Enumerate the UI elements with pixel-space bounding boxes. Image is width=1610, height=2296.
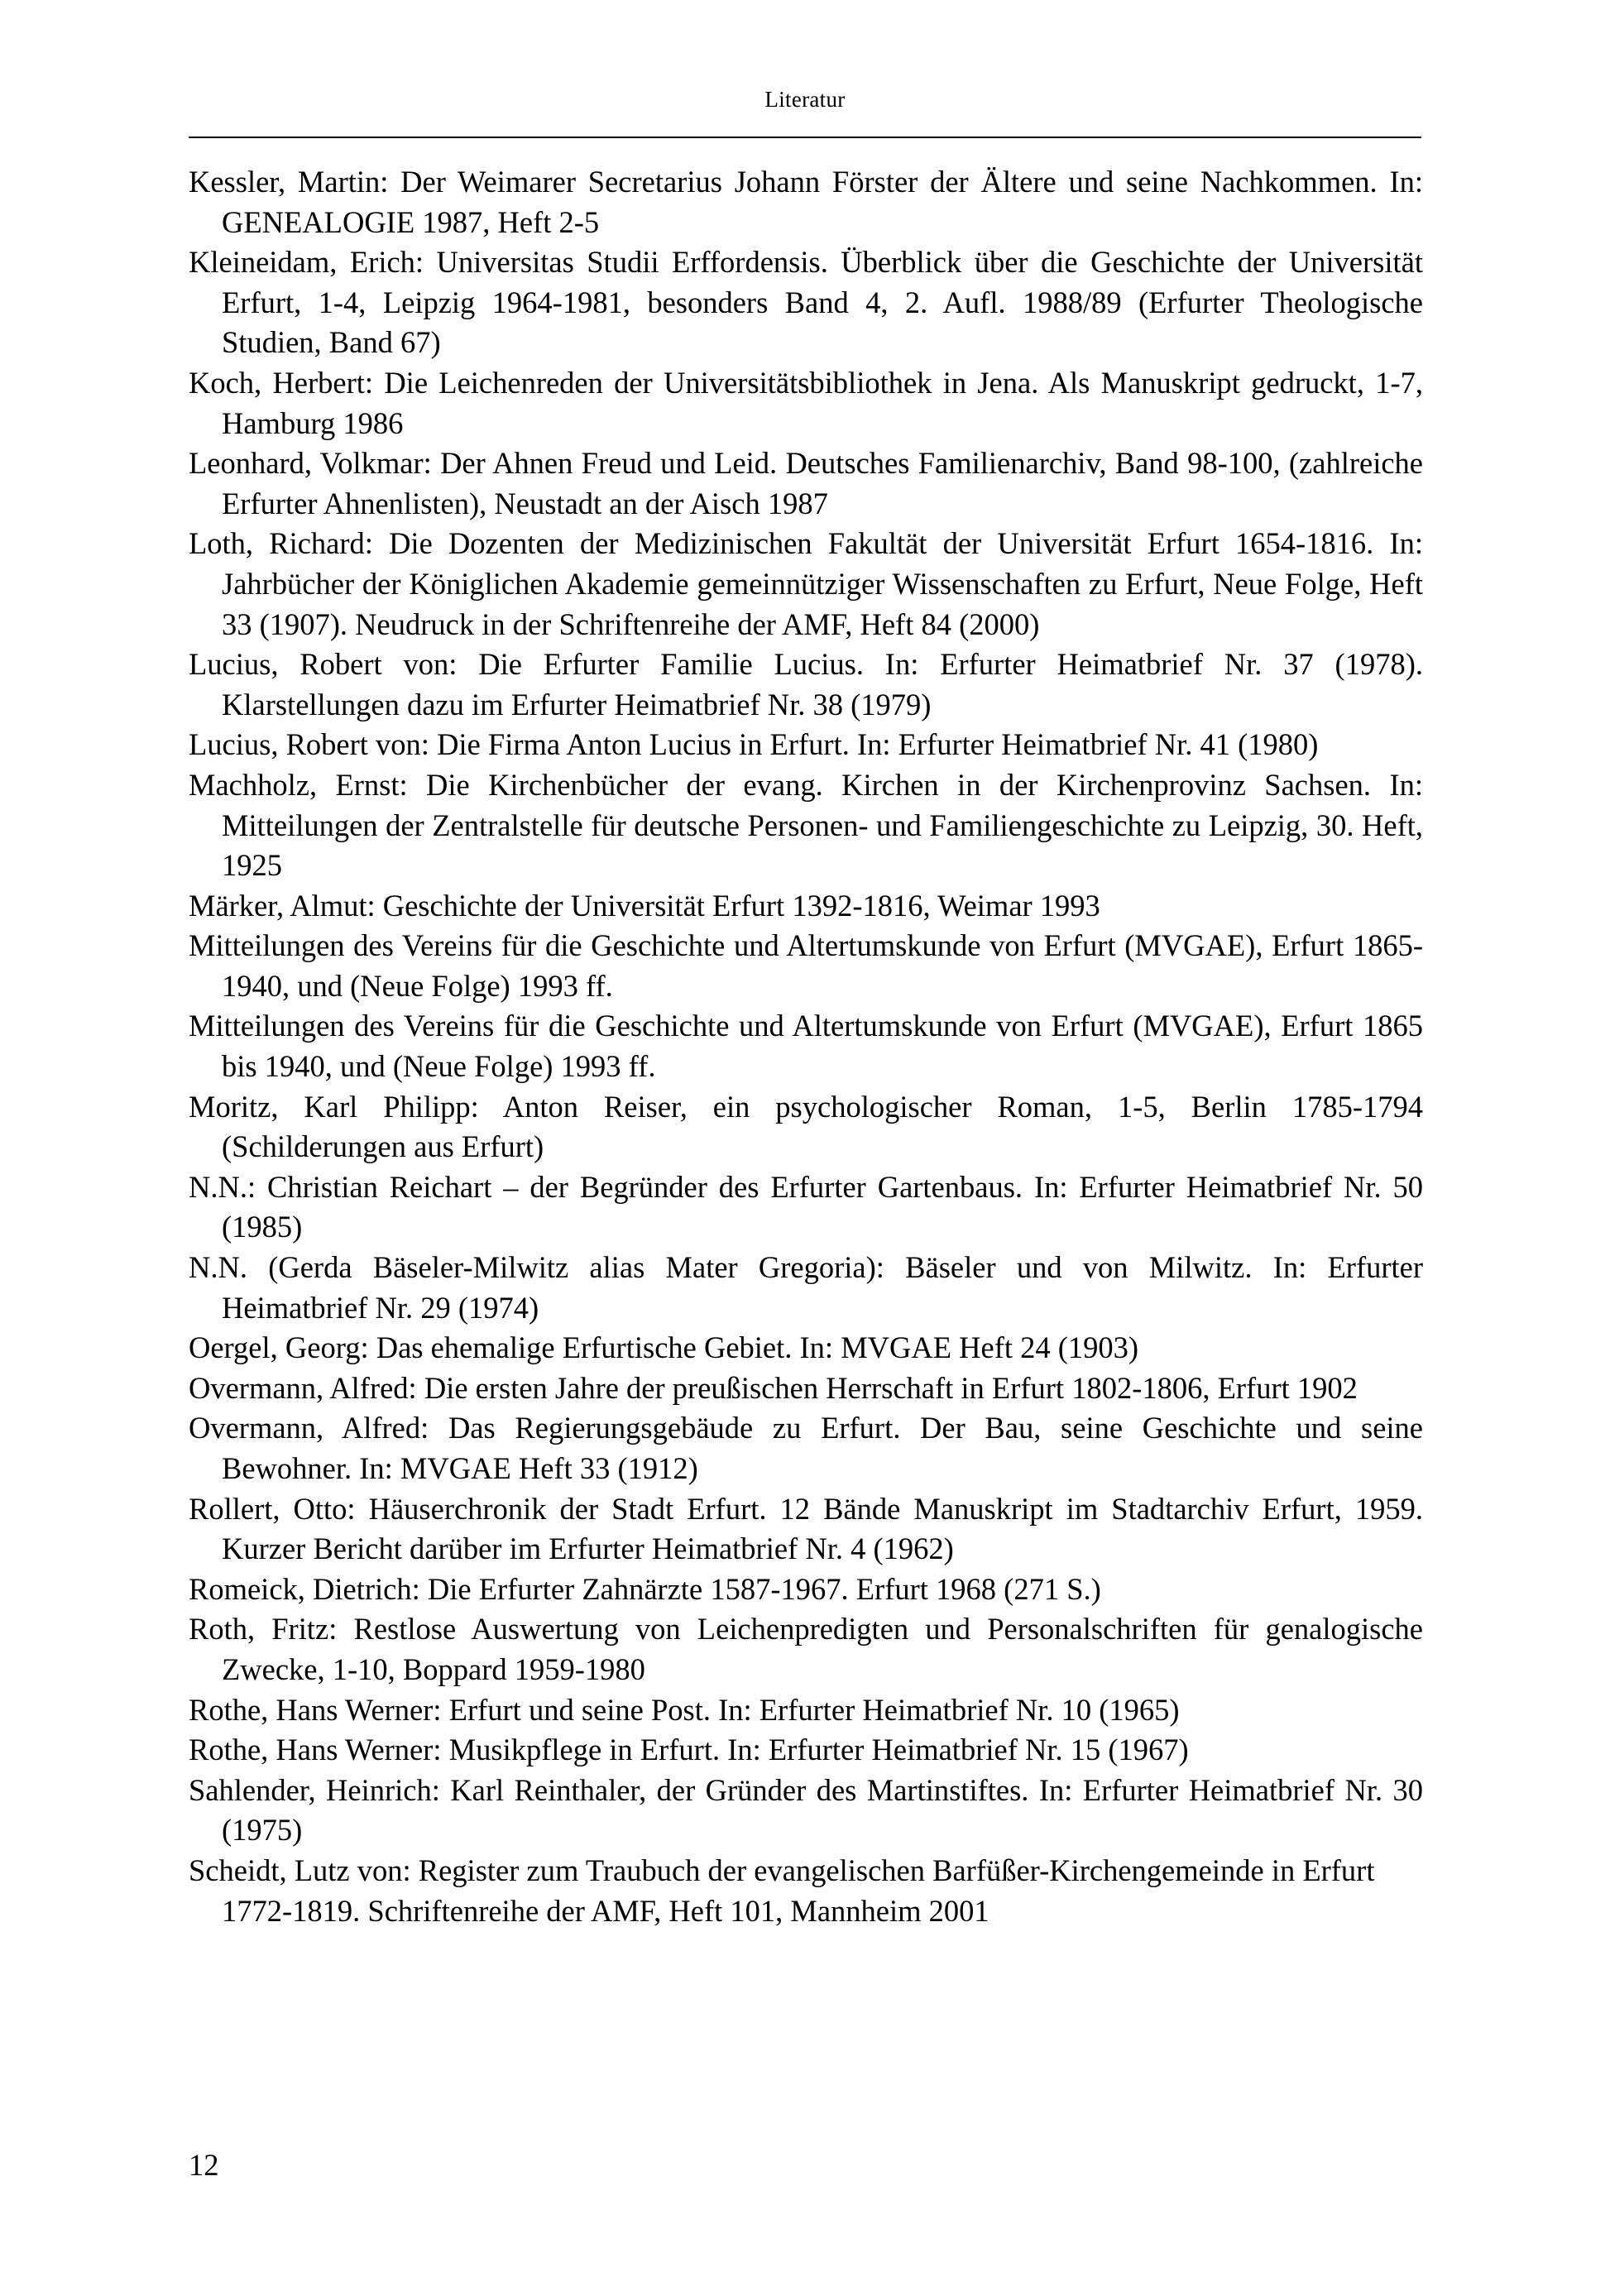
bibliography-entry: Rothe, Hans Werner: Erfurt und seine Post. In: Erfurter Heimatbrief Nr. 10 (1965) [189,1692,1180,1727]
bibliography-entry: Koch, Herbert: Die Leichenreden der Universitätsbibliothek in Jena. Als Manuskript gedruckt, 1-7, Hamburg 1986 [189,365,1423,440]
bibliography-entry: Machholz, Ernst: Die Kirchenbücher der evang. Kirchen in der Kirchenprovinz Sachsen. In: Mitteilungen der Zentralstelle für deutsche Personen- und Familiengeschichte zu Leipzig, 30. Heft, 1925 [189,767,1423,883]
bibliography-entry: Sahlender, Heinrich: Karl Reinthaler, der Gründer des Martinstiftes. In: Erfurter Heimatbrief Nr. 30 (1975) [189,1772,1423,1848]
bibliography-entry: Lucius, Robert von: Die Firma Anton Lucius in Erfurt. In: Erfurter Heimatbrief Nr. 41 (1980) [189,727,1319,762]
bibliography-entry: Overmann, Alfred: Das Regierungsgebäude zu Erfurt. Der Bau, seine Geschichte und seine Bewohner. In: MVGAE Heft 33 (1912) [189,1411,1423,1485]
bibliography-entry: Romeick, Dietrich: Die Erfurter Zahnärzte 1587-1967. Erfurt 1968 (271 S.) [189,1571,1101,1606]
header-divider-rule [189,137,1421,138]
bibliography-entry: Moritz, Karl Philipp: Anton Reiser, ein psychologischer Roman, 1-5, Berlin 1785-1794 (Schilderungen aus Erfurt) [189,1089,1423,1164]
bibliography-entry: Rothe, Hans Werner: Musikpflege in Erfurt. In: Erfurter Heimatbrief Nr. 15 (1967) [189,1733,1189,1767]
bibliography-entry: Kessler, Martin: Der Weimarer Secretarius Johann Förster der Ältere und seine Nachkommen. In: GENEALOGIE 1987, Heft 2-5 [189,165,1423,239]
bibliography-entry: Leonhard, Volkmar: Der Ahnen Freud und Leid. Deutsches Familienarchiv, Band 98-100, (zahlreiche Erfurter Ahnenlisten), Neustadt an der Aisch 1987 [189,446,1423,520]
page-number: 12 [189,2148,219,2182]
bibliography-entry: Loth, Richard: Die Dozenten der Medizinischen Fakultät der Universität Erfurt 1654-1816. In: Jahrbücher der Königlichen Akademie gemeinnütziger Wissenschaften zu Erfurt, Neue Folge, Heft 33 (1907). Neudruck in der Schriftenreihe der AMF, Heft 84 (2000) [189,526,1423,641]
bibliography-entry: Rollert, Otto: Häuserchronik der Stadt Erfurt. 12 Bände Manuskript im Stadtarchiv Erfurt, 1959. Kurzer Bericht darüber im Erfurter Heimatbrief Nr. 4 (1962) [189,1491,1423,1566]
bibliography-entry: N.N.: Christian Reichart – der Begründer des Erfurter Gartenbaus. In: Erfurter Heimatbrief Nr. 50 (1985) [189,1169,1423,1244]
bibliography-entry: N.N. (Gerda Bäseler-Milwitz alias Mater Gregoria): Bäseler und von Milwitz. In: Erfurter Heimatbrief Nr. 29 (1974) [189,1250,1423,1325]
running-header-title: Literatur [764,87,846,112]
bibliography-entry: Mitteilungen des Vereins für die Geschichte und Altertumskunde von Erfurt (MVGAE), Erfurt 1865 bis 1940, und (Neue Folge) 1993 ff. [189,1009,1423,1084]
bibliography-entry: Märker, Almut: Geschichte der Universität Erfurt 1392-1816, Weimar 1993 [189,888,1100,923]
bibliography-list [189,162,1423,1931]
bibliography-entry: Kleineidam, Erich: Universitas Studii Erffordensis. Überblick über die Geschichte der Universität Erfurt, 1-4, Leipzig 1964-1981, besonders Band 4, 2. Aufl. 1988/89 (Erfurter Theologische Studien, Band 67) [189,245,1423,360]
bibliography-entry: Lucius, Robert von: Die Erfurter Familie Lucius. In: Erfurter Heimatbrief Nr. 37 (1978). Klarstellungen dazu im Erfurter Heimatbrief Nr. 38 (1979) [189,647,1423,721]
bibliography-entry: Mitteilungen des Vereins für die Geschichte und Altertumskunde von Erfurt (MVGAE), Erfurt 1865-1940, und (Neue Folge) 1993 ff. [189,928,1423,1003]
bibliography-entry: Overmann, Alfred: Die ersten Jahre der preußischen Herrschaft in Erfurt 1802-1806, Erfurt 1902 [189,1370,1358,1405]
bibliography-entry: Roth, Fritz: Restlose Auswertung von Leichenpredigten und Personalschriften für genalogische Zwecke, 1-10, Boppard 1959-1980 [189,1612,1423,1686]
bibliography-entry: Oergel, Georg: Das ehemalige Erfurtische Gebiet. In: MVGAE Heft 24 (1903) [189,1330,1139,1365]
bibliography-entry: Scheidt, Lutz von: Register zum Traubuch der evangelischen Barfüßer-Kirchengemeinde in Erfurt 1772-1819. Schriftenreihe der AMF, Heft 101, Mannheim 2001 [189,1853,1375,1928]
